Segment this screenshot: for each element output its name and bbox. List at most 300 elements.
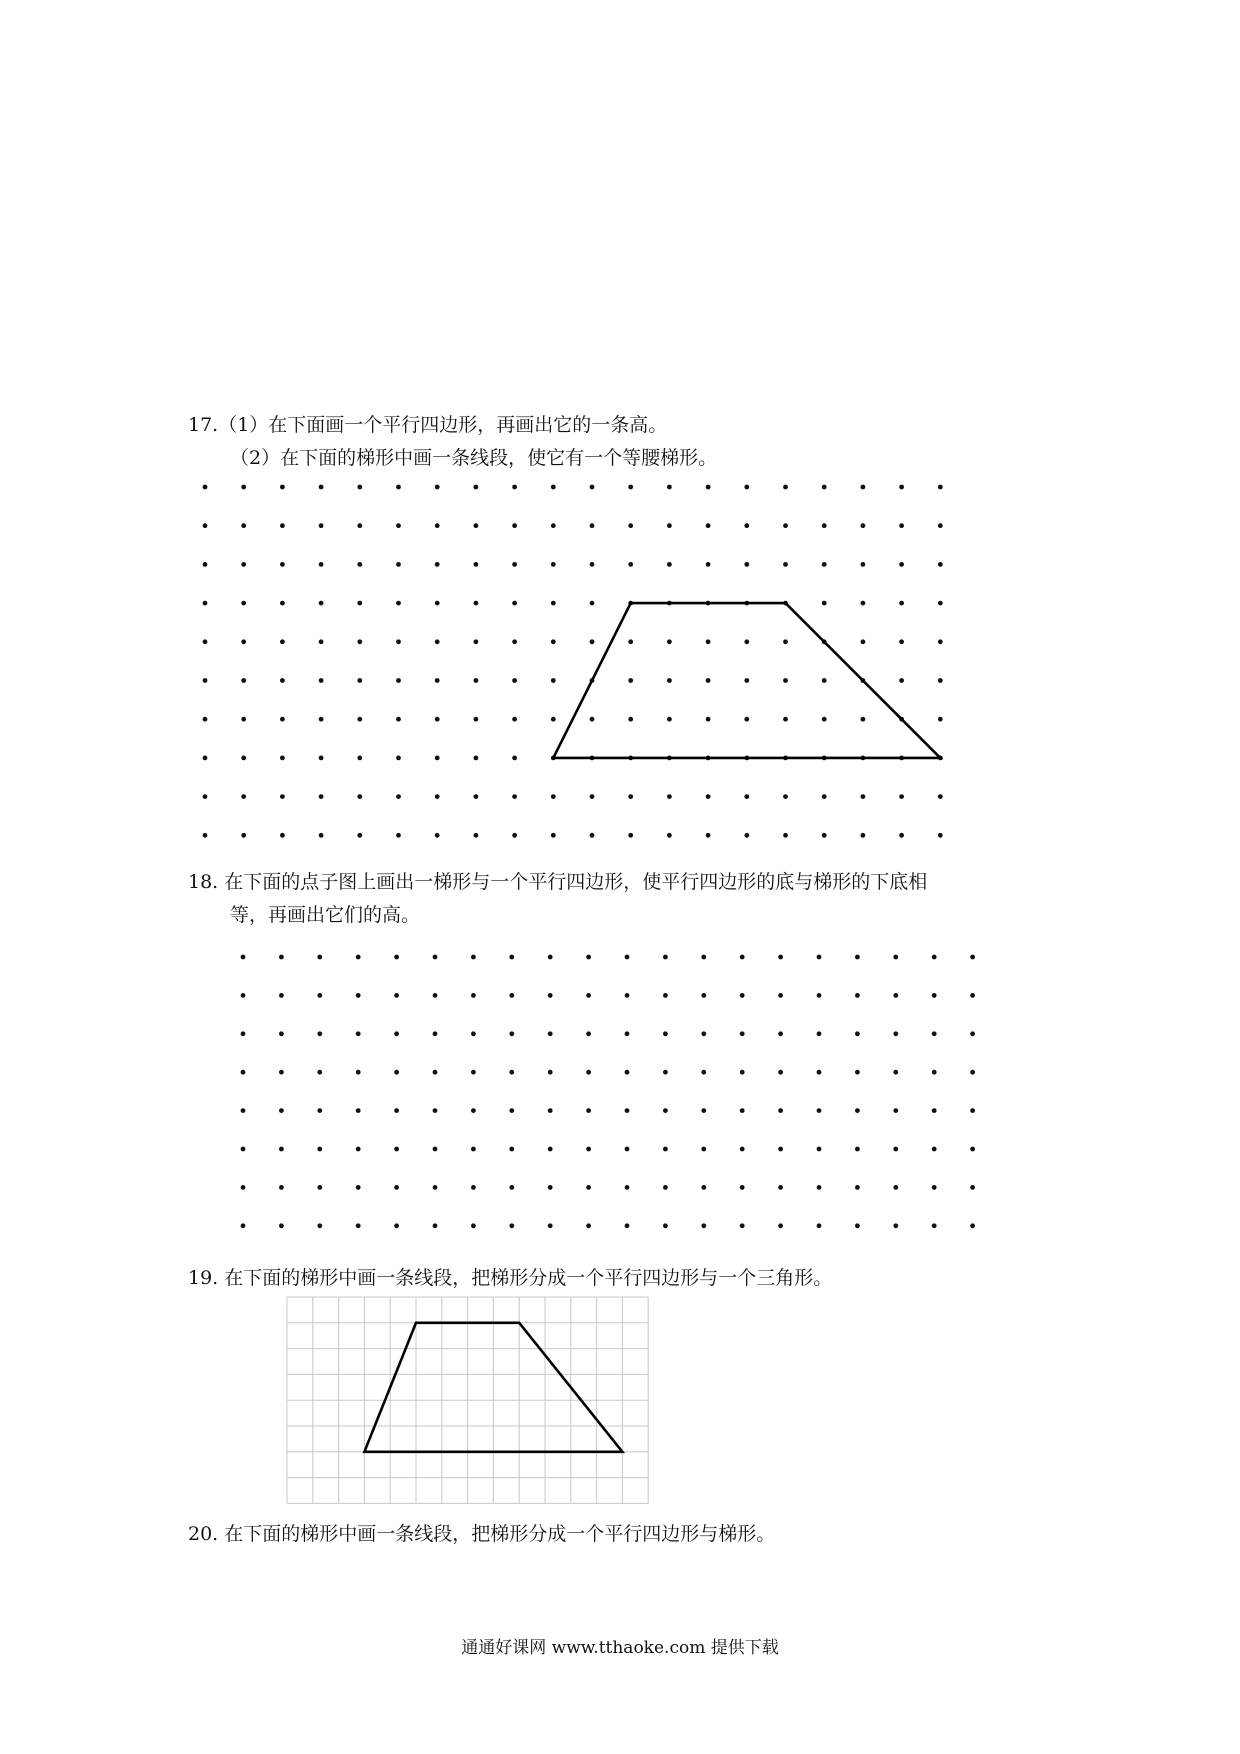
grid18-dot: [356, 993, 361, 998]
grid18-dot: [740, 1185, 745, 1190]
grid17-dot: [241, 678, 246, 683]
grid17-dot: [628, 833, 633, 838]
grid17-dot: [590, 717, 595, 722]
grid17-dot: [551, 562, 556, 567]
question-19: 19. 在下面的梯形中画一条线段，把梯形分成一个平行四边形与一个三角形。: [188, 1267, 833, 1289]
grid18-dot: [932, 1031, 937, 1036]
grid18-dot: [356, 1031, 361, 1036]
grid18-dot: [625, 1070, 630, 1075]
grid18-dot: [394, 1070, 399, 1075]
grid18-dot: [509, 1108, 514, 1113]
grid18-dot: [279, 1108, 284, 1113]
question-18-line-1: 18. 在下面的点子图上画出一梯形与一个平行四边形，使平行四边形的底与梯形的下底相: [188, 871, 928, 893]
grid18-dot: [394, 955, 399, 960]
grid18-dot: [663, 993, 668, 998]
grid18-dot: [625, 1031, 630, 1036]
grid18-dot: [586, 1070, 591, 1075]
grid18-dot: [701, 1223, 706, 1228]
grid17-dot: [357, 833, 362, 838]
grid17-dot: [396, 678, 401, 683]
grid17-dot: [435, 756, 440, 761]
grid17-dot: [783, 523, 788, 528]
grid17-dot: [938, 833, 943, 838]
grid18-dot: [817, 1147, 822, 1152]
grid17-dot: [706, 794, 711, 799]
grid17-dot: [899, 485, 904, 490]
grid18-dot: [509, 1185, 514, 1190]
grid18-dot: [548, 1223, 553, 1228]
grid18-dot: [279, 955, 284, 960]
grid18-dot: [548, 1070, 553, 1075]
grid17-dot: [667, 794, 672, 799]
grid18-dot: [817, 955, 822, 960]
grid18-dot: [817, 993, 822, 998]
grid17-dot: [590, 639, 595, 644]
grid18-dot: [509, 1031, 514, 1036]
grid17-dot: [512, 678, 517, 683]
grid17-dot: [667, 678, 672, 683]
grid17-dot: [357, 678, 362, 683]
grid17-dot: [938, 639, 943, 644]
grid18-dot: [663, 1147, 668, 1152]
grid17-dot: [280, 756, 285, 761]
grid17-dot: [861, 485, 866, 490]
grid17-dot: [396, 756, 401, 761]
grid17-dot: [628, 794, 633, 799]
grid18-dot: [586, 1185, 591, 1190]
grid18-dot: [740, 955, 745, 960]
grid17-dot: [551, 833, 556, 838]
grid18-dot: [356, 1108, 361, 1113]
grid17-dot: [628, 562, 633, 567]
grid17-dot: [938, 678, 943, 683]
grid18-dot: [509, 1223, 514, 1228]
grid18-dot: [433, 1147, 438, 1152]
grid17-dot: [667, 485, 672, 490]
grid17-dot: [203, 601, 208, 606]
grid17-dot: [822, 601, 827, 606]
grid18-dot: [586, 1223, 591, 1228]
grid17-dot: [590, 833, 595, 838]
grid18-dot: [778, 1223, 783, 1228]
grid17-dot: [319, 756, 324, 761]
grid18-dot: [586, 1108, 591, 1113]
grid18-dot: [663, 1031, 668, 1036]
grid18-dot: [701, 1147, 706, 1152]
grid17-dot: [319, 562, 324, 567]
grid17-dot: [474, 833, 479, 838]
grid17-dot: [861, 562, 866, 567]
grid17-dot: [861, 717, 866, 722]
grid17-dot: [241, 833, 246, 838]
grid18-dot: [433, 955, 438, 960]
grid17-dot: [435, 601, 440, 606]
grid17-dot: [319, 678, 324, 683]
grid18-dot: [970, 1031, 975, 1036]
grid17-dot: [783, 833, 788, 838]
grid17-dot: [667, 639, 672, 644]
grid18-dot: [433, 1108, 438, 1113]
grid18-dot: [241, 993, 246, 998]
grid17-dot: [822, 717, 827, 722]
grid18-dot: [548, 1108, 553, 1113]
grid17-dot: [474, 678, 479, 683]
grid17-dot: [512, 601, 517, 606]
grid17-dot: [474, 794, 479, 799]
grid18-dot: [279, 1223, 284, 1228]
grid17-dot: [319, 639, 324, 644]
grid17-dot: [241, 756, 246, 761]
grid18-dot: [817, 1223, 822, 1228]
grid18-dot: [778, 1108, 783, 1113]
grid17-dot: [899, 639, 904, 644]
grid18-dot: [241, 1108, 246, 1113]
grid17-dot: [551, 523, 556, 528]
grid17-dot: [203, 562, 208, 567]
grid18-dot: [970, 1070, 975, 1075]
grid18-dot: [586, 1031, 591, 1036]
grid18-dot: [433, 1031, 438, 1036]
grid18-dot: [471, 1147, 476, 1152]
grid18-dot: [817, 1070, 822, 1075]
grid18-dot: [394, 1147, 399, 1152]
grid17-dot: [280, 833, 285, 838]
grid18-dot: [932, 1185, 937, 1190]
grid17-dot: [938, 601, 943, 606]
grid17-dot: [396, 523, 401, 528]
grid17-dot: [474, 562, 479, 567]
grid18-dot: [356, 1185, 361, 1190]
grid18-dot: [548, 1031, 553, 1036]
grid18-dot: [586, 993, 591, 998]
grid17-dot: [628, 678, 633, 683]
grid17-dot: [783, 678, 788, 683]
grid17-dot: [783, 794, 788, 799]
grid17-dot: [474, 639, 479, 644]
grid17-dot: [783, 562, 788, 567]
grid17-dot: [899, 794, 904, 799]
grid18-dot: [625, 1147, 630, 1152]
grid17-dot: [203, 794, 208, 799]
grid18-dot: [509, 955, 514, 960]
grid17-dot: [667, 523, 672, 528]
grid17-dot: [744, 717, 749, 722]
grid18-dot: [817, 1185, 822, 1190]
grid17-dot: [435, 639, 440, 644]
grid18-dot: [701, 1108, 706, 1113]
grid17-dot: [357, 639, 362, 644]
grid18-dot: [932, 1223, 937, 1228]
grid17-dot: [551, 678, 556, 683]
grid18-dot: [394, 1108, 399, 1113]
grid18-dot: [855, 1070, 860, 1075]
grid18-dot: [701, 1031, 706, 1036]
grid18-dot: [932, 955, 937, 960]
grid17-dot: [435, 678, 440, 683]
grid18-dot: [279, 1031, 284, 1036]
grid18-dot: [433, 993, 438, 998]
grid17-dot: [357, 717, 362, 722]
grid17-dot: [203, 523, 208, 528]
grid18-dot: [394, 1223, 399, 1228]
grid17-dot: [590, 601, 595, 606]
grid17-dot: [435, 523, 440, 528]
grid18-dot: [778, 1031, 783, 1036]
grid18-dot: [932, 1147, 937, 1152]
grid18-dot: [817, 1031, 822, 1036]
grid18-dot: [471, 1223, 476, 1228]
grid17-dot: [667, 717, 672, 722]
grid18-dot: [509, 993, 514, 998]
grid18-dot: [893, 993, 898, 998]
grid17-dot: [396, 601, 401, 606]
grid17-dot: [396, 639, 401, 644]
grid18-dot: [394, 1031, 399, 1036]
grid17-dot: [203, 678, 208, 683]
grid17-dot: [203, 485, 208, 490]
grid18-dot: [471, 955, 476, 960]
grid17-dot: [744, 833, 749, 838]
grid18-dot: [317, 1108, 322, 1113]
grid17-dot: [706, 485, 711, 490]
grid17-dot: [357, 562, 362, 567]
grid17-dot: [590, 485, 595, 490]
grid17-dot: [357, 756, 362, 761]
grid17-dot: [783, 639, 788, 644]
grid17-dot: [396, 794, 401, 799]
grid17-dot: [899, 523, 904, 528]
grid17-dot: [551, 601, 556, 606]
grid17-dot: [357, 794, 362, 799]
grid17-dot: [628, 485, 633, 490]
grid17-dot: [628, 523, 633, 528]
grid18-dot: [855, 1147, 860, 1152]
grid18-dot: [241, 955, 246, 960]
grid18-dot: [241, 1147, 246, 1152]
grid17-dot: [861, 833, 866, 838]
grid18-dot: [356, 1147, 361, 1152]
grid18-dot: [625, 955, 630, 960]
question-18-line-2: 等，再画出它们的高。: [230, 904, 421, 926]
grid17-dot: [241, 523, 246, 528]
grid17-dot: [396, 833, 401, 838]
grid17-dot: [899, 678, 904, 683]
grid18-dot: [279, 1147, 284, 1152]
grid17-dot: [512, 639, 517, 644]
grid18-dot: [317, 1223, 322, 1228]
grid17-dot: [861, 601, 866, 606]
grid17-dot: [241, 601, 246, 606]
grid17-dot: [435, 833, 440, 838]
grid18-dot: [663, 1223, 668, 1228]
grid18-dot: [893, 1070, 898, 1075]
grid18-dot: [855, 955, 860, 960]
grid17-dot: [357, 601, 362, 606]
grid18-dot: [317, 1147, 322, 1152]
grid18-dot: [317, 955, 322, 960]
grid18-dot: [701, 1185, 706, 1190]
grid18-dot: [893, 1185, 898, 1190]
grid18-dot: [663, 955, 668, 960]
grid17-dot: [319, 485, 324, 490]
grid18-dot: [433, 1185, 438, 1190]
grid17-dot: [512, 794, 517, 799]
grid18-dot: [893, 1031, 898, 1036]
grid18-dot: [740, 993, 745, 998]
grid18-dot: [433, 1223, 438, 1228]
grid18-dot: [701, 955, 706, 960]
grid18-dot: [625, 1185, 630, 1190]
grid18-dot: [317, 1031, 322, 1036]
grid17-dot: [822, 794, 827, 799]
grid17-dot: [203, 639, 208, 644]
grid18-dot: [740, 1070, 745, 1075]
grid17-dot: [319, 601, 324, 606]
grid18-dot: [970, 1185, 975, 1190]
grid18-dot: [932, 1108, 937, 1113]
grid18-dot: [970, 955, 975, 960]
grid18-dot: [970, 1223, 975, 1228]
grid17-dot: [241, 794, 246, 799]
grid17-dot: [280, 678, 285, 683]
grid17-dot: [474, 523, 479, 528]
grid18-dot: [740, 1031, 745, 1036]
grid18-dot: [586, 1147, 591, 1152]
grid17-dot: [822, 562, 827, 567]
grid17-dot: [706, 639, 711, 644]
grid17-dot: [706, 833, 711, 838]
grid17-dot: [203, 756, 208, 761]
grid17-dot: [822, 485, 827, 490]
grid18-dot: [970, 1147, 975, 1152]
grid17-dot: [861, 639, 866, 644]
grid17-dot: [512, 523, 517, 528]
grid18-dot: [970, 993, 975, 998]
grid17-dot: [744, 639, 749, 644]
grid17-dot: [706, 523, 711, 528]
grid17-dot: [899, 601, 904, 606]
grid18-dot: [471, 1185, 476, 1190]
grid17-dot: [203, 717, 208, 722]
grid17-dot: [280, 639, 285, 644]
grid17-dot: [241, 485, 246, 490]
grid18-dot: [394, 1185, 399, 1190]
grid17-dot: [744, 485, 749, 490]
grid17-dot: [474, 601, 479, 606]
grid18-dot: [625, 993, 630, 998]
grid17-dot: [628, 717, 633, 722]
grid18-dot: [893, 955, 898, 960]
grid18-dot: [548, 993, 553, 998]
grid18-dot: [740, 1223, 745, 1228]
grid17-dot: [938, 523, 943, 528]
grid18-dot: [932, 1070, 937, 1075]
grid17-dot: [551, 794, 556, 799]
grid18-dot: [970, 1108, 975, 1113]
grid18-dot: [893, 1223, 898, 1228]
grid17-dot: [938, 717, 943, 722]
grid17-dot: [435, 717, 440, 722]
grid17-dot: [280, 601, 285, 606]
grid18-dot: [241, 1185, 246, 1190]
grid17-dot: [512, 756, 517, 761]
grid17-dot: [396, 562, 401, 567]
grid17-dot: [280, 523, 285, 528]
grid18-dot: [317, 1070, 322, 1075]
grid18-dot: [778, 1070, 783, 1075]
grid18-dot: [394, 993, 399, 998]
grid17-dot: [861, 794, 866, 799]
grid18-dot: [855, 1185, 860, 1190]
grid18-dot: [356, 1223, 361, 1228]
grid18-dot: [893, 1108, 898, 1113]
grid17-dot: [396, 485, 401, 490]
footer-credit: 通通好课网 www.tthaoke.com 提供下载: [461, 1638, 779, 1658]
grid17-dot: [280, 562, 285, 567]
grid17-dot: [551, 717, 556, 722]
grid17-dot: [241, 562, 246, 567]
grid18-dot: [778, 955, 783, 960]
grid18-dot: [663, 1108, 668, 1113]
grid17-dot: [706, 678, 711, 683]
grid18-dot: [701, 1070, 706, 1075]
grid18-dot: [855, 1031, 860, 1036]
grid17-dot: [319, 794, 324, 799]
grid17-dot: [667, 833, 672, 838]
grid17-dot: [938, 794, 943, 799]
grid18-dot: [317, 1185, 322, 1190]
grid17-dot: [319, 717, 324, 722]
grid17-dot: [744, 562, 749, 567]
grid18-dot: [740, 1108, 745, 1113]
grid17-dot: [512, 717, 517, 722]
grid18-dot: [509, 1147, 514, 1152]
grid18-dot: [663, 1070, 668, 1075]
grid18-dot: [663, 1185, 668, 1190]
grid18-dot: [471, 1031, 476, 1036]
grid18-dot: [471, 1108, 476, 1113]
grid18-dot: [855, 1223, 860, 1228]
grid18-dot: [317, 993, 322, 998]
grid17-dot: [357, 523, 362, 528]
question-20: 20. 在下面的梯形中画一条线段，把梯形分成一个平行四边形与梯形。: [188, 1523, 776, 1545]
grid18-dot: [548, 955, 553, 960]
grid18-dot: [356, 1070, 361, 1075]
grid17-dot: [590, 562, 595, 567]
grid17-dot: [744, 523, 749, 528]
grid17-dot: [241, 639, 246, 644]
grid17-dot: [319, 833, 324, 838]
grid17-dot: [744, 794, 749, 799]
grid17-dot: [474, 485, 479, 490]
question-17-part-1: 17.（1）在下面画一个平行四边形，再画出它的一条高。: [188, 414, 668, 436]
grid17-dot: [435, 562, 440, 567]
grid17-dot: [590, 523, 595, 528]
grid17-dot: [512, 485, 517, 490]
grid17-dot: [822, 678, 827, 683]
grid17-dot: [551, 485, 556, 490]
grid17-dot: [706, 717, 711, 722]
question-17-part-2: （2）在下面的梯形中画一条线段，使它有一个等腰梯形。: [230, 447, 718, 469]
grid18-dot: [778, 1185, 783, 1190]
grid18-dot: [548, 1185, 553, 1190]
grid17-dot: [667, 562, 672, 567]
grid18-dot: [279, 1070, 284, 1075]
grid18-dot: [778, 993, 783, 998]
grid17-dot: [822, 833, 827, 838]
grid17-dot: [861, 523, 866, 528]
grid18-dot: [817, 1108, 822, 1113]
